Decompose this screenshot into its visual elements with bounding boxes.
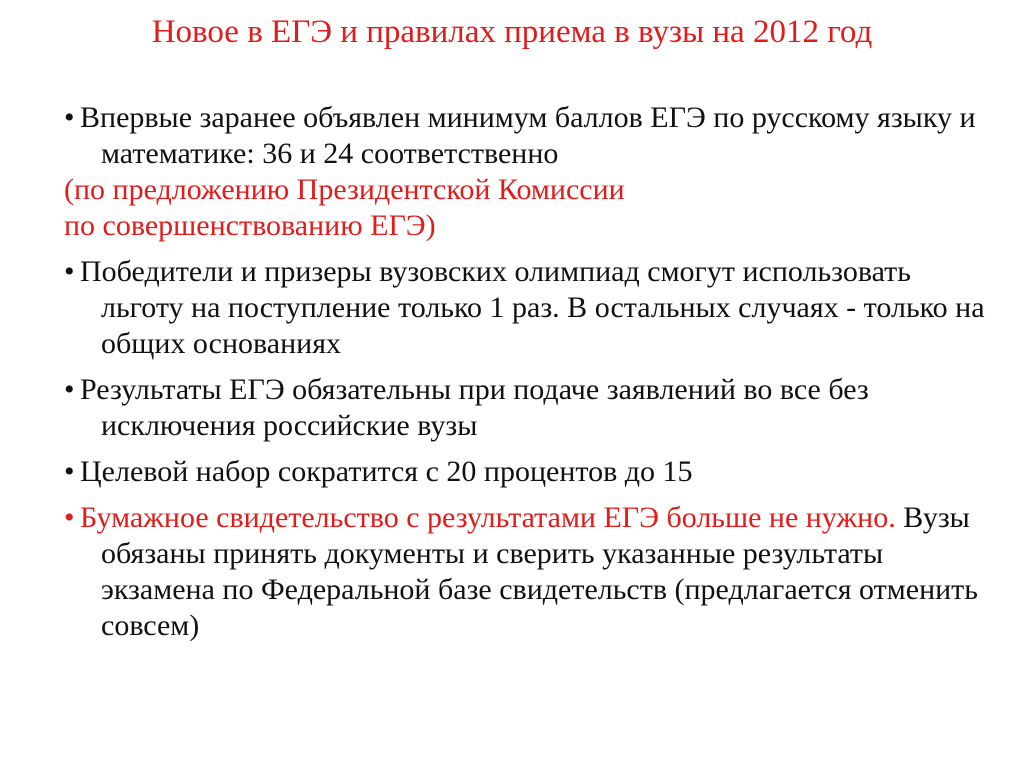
bullet-text: Целевой набор сократится с 20 процентов до 15: [80, 455, 693, 488]
bullet-item: [64, 254, 999, 362]
bullet-item: [64, 454, 999, 490]
bullet-item: [64, 372, 999, 444]
bullet-text: Результаты ЕГЭ обязательны при подаче заявлений во все без исключения российские вузы: [80, 373, 869, 442]
bullet-highlight-text: Бумажное свидетельство с результатами ЕГЭ больше не нужно.: [80, 501, 896, 534]
bullet-note-line: по совершенствованию ЕГЭ): [64, 209, 436, 242]
slide-title: Новое в ЕГЭ и правилах приема в вузы на 2012 год: [151, 14, 873, 50]
bullet-marker: •: [64, 501, 75, 534]
bullet-marker: •: [64, 255, 75, 288]
bullet-item: [64, 500, 999, 644]
bullet-list: [64, 100, 999, 654]
bullet-item: [64, 100, 999, 244]
bullet-text: Победители и призеры вузовских олимпиад смогут использовать льготу на поступление только 1 раз. В остальных случаях - только на общих основаниях: [80, 255, 985, 360]
bullet-text: Вузы обязаны принять документы и сверить указанные результаты экзамена по Федеральной базе свидетельств (предлагается отменить совсем): [101, 501, 978, 642]
bullet-text: Впервые заранее объявлен минимум баллов ЕГЭ по русскому языку и математике: 36 и 24 соответственно: [80, 101, 976, 170]
bullet-marker: •: [64, 455, 75, 488]
bullet-marker: •: [64, 101, 75, 134]
bullet-note-line: (по предложению Президентской Комиссии: [64, 173, 625, 206]
bullet-marker: •: [64, 373, 75, 406]
